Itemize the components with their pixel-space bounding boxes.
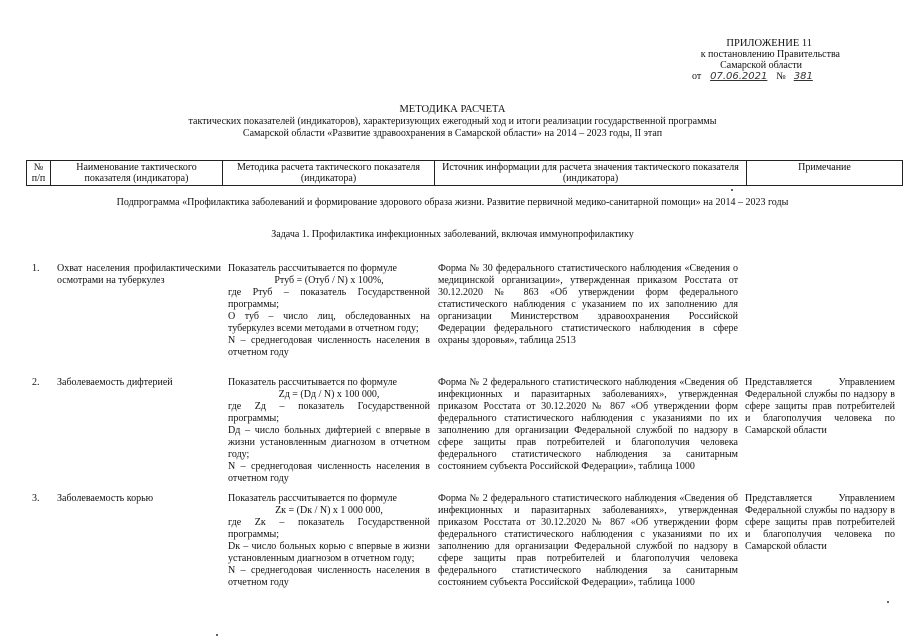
header-note: Примечание bbox=[747, 161, 903, 186]
scan-speck bbox=[216, 634, 218, 636]
row-number: 3. bbox=[32, 493, 40, 504]
header-source: Источник информации для расчета значения тактического показателя (индикатора) bbox=[435, 161, 747, 186]
row-number: 1. bbox=[32, 263, 40, 274]
task-title: Задача 1. Профилактика инфекционных заболеваний, включая иммунопрофилактику bbox=[271, 229, 634, 240]
page-title: МЕТОДИКА РАСЧЕТА bbox=[399, 104, 506, 115]
row-note: Представляется Управлением Федеральной службы по надзору в сфере защиты прав потребителей и благополучия человека по Самарской области bbox=[745, 493, 895, 552]
row-name: Заболеваемость корью bbox=[57, 493, 154, 504]
header-num: № п/п bbox=[27, 161, 51, 186]
method-intro: Показатель рассчитывается по формуле bbox=[228, 263, 397, 274]
appendix-date-line bbox=[692, 71, 842, 83]
header-name: Наименование тактического показателя (индикатора) bbox=[51, 161, 223, 186]
method-line: Dд – число больных дифтерией с впервые в жизни установленным диагнозом в отчетном году; bbox=[228, 425, 430, 460]
row-name: Заболеваемость дифтерией bbox=[57, 377, 173, 388]
appendix-number: 381 bbox=[793, 71, 813, 82]
heading-line1: тактических показателей (индикаторов), характеризующих ежегодный ход и итоги реализации государственной программы bbox=[188, 116, 717, 127]
appendix-line1: к постановлению Правительства bbox=[700, 49, 840, 60]
method-line: N – среднегодовая численность населения в отчетном году bbox=[228, 565, 430, 588]
method-intro: Показатель рассчитывается по формуле bbox=[228, 493, 397, 504]
method-line: N – среднегодовая численность населения в отчетном году bbox=[228, 461, 430, 484]
row-method bbox=[228, 263, 430, 359]
method-formula: Zк = (Dк / N) x 1 000 000, bbox=[275, 505, 383, 516]
method-line: где Pтуб – показатель Государственной программы; bbox=[228, 287, 430, 310]
row-note: Представляется Управлением Федеральной службы по надзору в сфере защиты прав потребителей и благополучия человека по Самарской области bbox=[745, 377, 895, 436]
row-source: Форма № 30 федерального статистического наблюдения «Сведения о медицинской организации», утвержденная приказом Росстата от 30.12.2020 № 863 «Об утверждении форм федерального статистического наблюдения с указанием по их заполнению для организации Министерством здравоохранения Российской Федерации федерального статистического наблюдения в сфере охраны здоровья», таблица 2513 bbox=[438, 263, 738, 346]
method-line: где Zд – показатель Государственной программы; bbox=[228, 401, 430, 424]
appendix-number-label: № bbox=[776, 71, 786, 82]
heading-line2: Самарской области «Развитие здравоохранения в Самарской области» на 2014 – 2023 годы, II этап bbox=[242, 128, 663, 139]
scan-speck bbox=[731, 189, 733, 191]
method-line: где Zк – показатель Государственной программы; bbox=[228, 517, 430, 540]
method-formula: Zд = (Dд / N) x 100 000, bbox=[278, 389, 380, 400]
method-formula: Pтуб = (Отуб / N) x 100%, bbox=[274, 275, 384, 286]
subprogram-title: Подпрограмма «Профилактика заболеваний и формирование здорового образа жизни. Развитие первичной медико-санитарной помощи» на 2014 – 2023 годы bbox=[116, 197, 789, 208]
header-method: Методика расчета тактического показателя (индикатора) bbox=[223, 161, 435, 186]
row-source: Форма № 2 федерального статистического наблюдения «Сведения об инфекционных и паразитарных заболеваниях», утвержденная приказом Росстата от 30.12.2020 № 867 «Об утверждении форм федерального статистического наблюдения с указаниями по их заполнению для организации Федеральной службой по надзору в сфере защиты прав потребителей и благополучия человека федерального статистического наблюдения за санитарным состоянием субъекта Российской Федерации», таблица 1000 bbox=[438, 377, 738, 472]
row-source: Форма № 2 федерального статистического наблюдения «Сведения об инфекционных и паразитарных заболеваниях», утвержденная приказом Росстата от 30.12.2020 № 867 «Об утверждении форм федерального статистического наблюдения с указаниями по их заполнению для организации Федеральной службой по надзору в сфере защиты прав потребителей и благополучия человека федерального статистического наблюдения за санитарным состоянием субъекта Российской Федерации», таблица 1000 bbox=[438, 493, 738, 588]
appendix-from-label: от bbox=[692, 71, 702, 82]
appendix-line2: Самарской области bbox=[720, 60, 802, 71]
indicator-table-header bbox=[26, 160, 903, 186]
appendix-date: 07.06.2021 bbox=[710, 71, 768, 82]
row-method bbox=[228, 493, 430, 589]
row-number: 2. bbox=[32, 377, 40, 388]
row-name: Охват населения профилактическими осмотрами на туберкулез bbox=[57, 263, 221, 286]
scan-speck bbox=[887, 601, 889, 603]
row-method bbox=[228, 377, 430, 485]
appendix-title: ПРИЛОЖЕНИЕ 11 bbox=[726, 38, 812, 49]
method-intro: Показатель рассчитывается по формуле bbox=[228, 377, 397, 388]
method-line: N – среднегодовая численность населения в отчетном году bbox=[228, 335, 430, 358]
method-line: О туб – число лиц, обследованных на туберкулез всеми методами в отчетном году; bbox=[228, 311, 430, 334]
method-line: Dк – число больных корью с впервые в жизни установленным диагнозом в отчетном году; bbox=[228, 541, 430, 564]
